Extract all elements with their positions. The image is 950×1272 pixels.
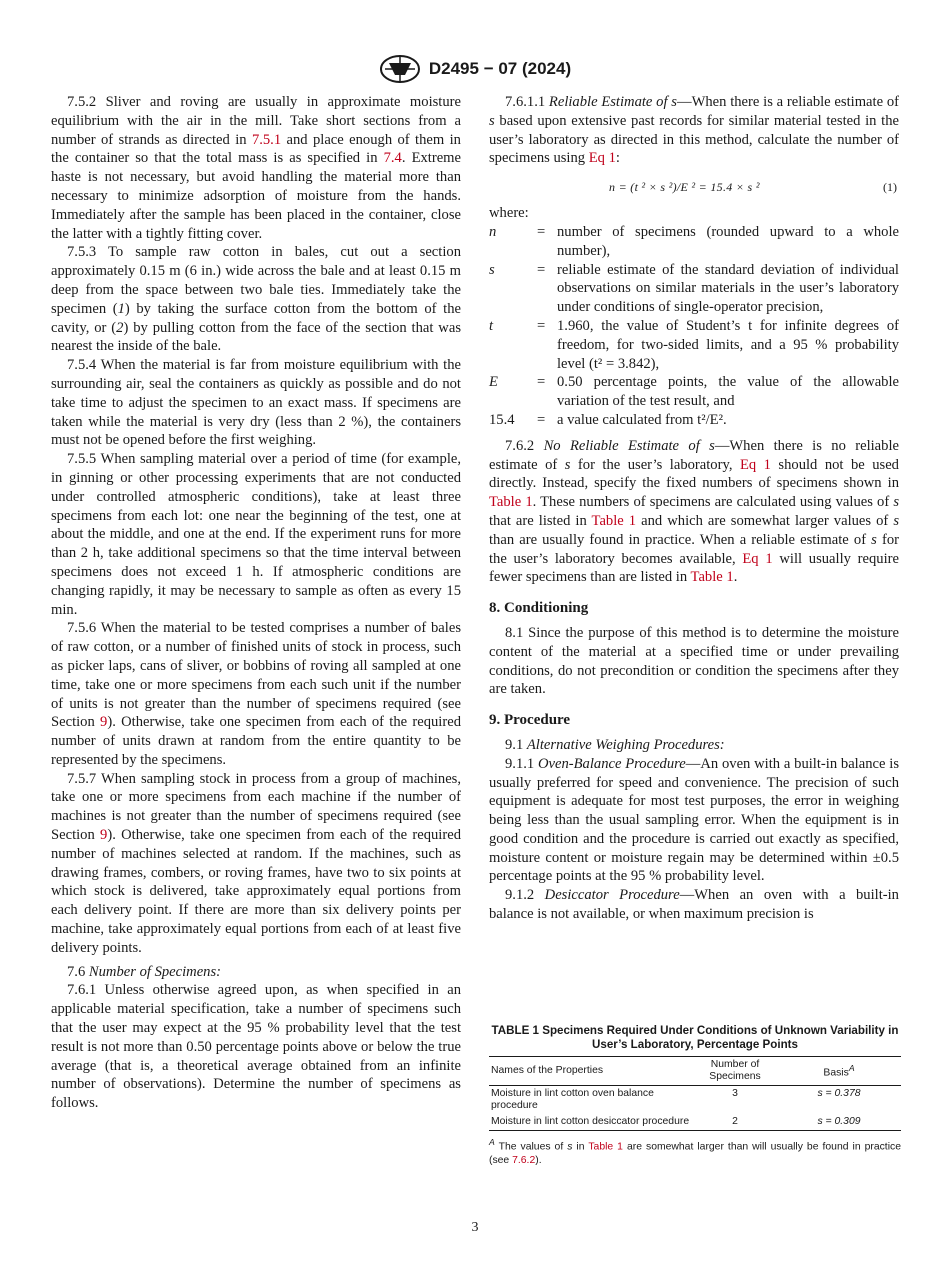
ref-table-1[interactable]: Table 1 xyxy=(588,1141,623,1153)
table-1 xyxy=(489,1024,901,1168)
ref-section-9[interactable]: 9 xyxy=(100,714,108,731)
table-row: Moisture in lint cotton oven balance procedure 3 s = 0.378 xyxy=(491,1088,861,1111)
document-id: D2495 − 07 (2024) xyxy=(428,59,572,78)
ref-eq-1[interactable]: Eq 1 xyxy=(739,456,771,473)
paragraph-7-5-6: 7.5.6 When the material to be tested comprises a number of bales of raw cotton, or a number of finished units of stock in process, such as picker laps, cans of sliver, or bobbins of roving all sampled at one time, take one or more specimens from each such unit if the number of units is not greater than the number of specimens required (see Section 9). Otherwise, take one specimen from each of the required number of units drawn at random from the entire quantity to be represented by the specimens. xyxy=(51,620,461,768)
ref-eq-1[interactable]: Eq 1 xyxy=(742,550,773,567)
table-title: TABLE 1 Specimens Required Under Conditions of Unknown Variability in User’s Laboratory, Percentage Points xyxy=(491,1024,899,1051)
paragraph-8-1: 8.1 Since the purpose of this method is to determine the moisture content of the material at a specified time or under prevailing conditions, do not precondition or condition the specimens after they are taken. xyxy=(489,624,899,698)
equation-1 xyxy=(489,172,899,200)
paragraph-7-6-1: 7.6.1 Unless otherwise agreed upon, as when specified in an applicable material specification, take a number of specimens such that the user may expect at the 95 % probability level that the test result is not more than 0.50 percentage points above or below the true average (that is, a theoretical average obtained from an infinite number of observations). Determine the number of specimens as follows. xyxy=(51,982,461,1112)
ref-7-5-1[interactable]: 7.5.1 xyxy=(251,131,282,148)
section-heading-conditioning: 8. Conditioning xyxy=(489,600,589,617)
column-header: Names of the Properties xyxy=(489,1057,693,1086)
definition-row: t = 1.960, the value of Student’s t for infinite degrees of freedom, for two-sided limits, and a 95 % probability level (t² = 3.842), xyxy=(489,317,899,372)
table-footnote: $^A$ The values of s in Table 1 are somewhat larger than will usually be found in practice (see 7.6.2). xyxy=(489,1137,901,1167)
left-column xyxy=(51,93,461,1113)
paragraph-7-5-4: 7.5.4 When the material is far from moisture equilibrium with the surrounding air, seal the containers as quickly as possible and do not take time to adjust the specimen to an exact mass. If specimens are taken while the material is very dry (less than 2 %), the containers must not be opened before the first weighing. xyxy=(51,357,461,449)
page-header xyxy=(0,54,950,84)
ref-table-1[interactable]: Table 1 xyxy=(591,512,637,529)
ref-table-1[interactable]: Table 1 xyxy=(489,494,533,511)
paragraph-9-1-1: 9.1.1 Oven-Balance Procedure—An oven with a built-in balance is usually preferred for speed and convenience. The precision of such equipment is adequate for most test purposes, the error in weighing being less than the usual sampling error. When the equipment is in good condition and the procedure is carried out exactly as specified, moisture content or moisture regain may be determined within ±0.5 percentage points at the 95 % probability level. xyxy=(489,755,899,885)
ref-7-4[interactable]: 7.4 xyxy=(383,150,402,167)
paragraph-7-6-1-1: 7.6.1.1 Reliable Estimate of s—When there is a reliable estimate of s based upon extensive past records for similar material tested in the user’s laboratory as directed in this method, calculate the number of specimens using Eq 1: xyxy=(489,94,899,167)
paragraph-7-5-5: 7.5.5 When sampling material over a period of time (for example, in ginning or other processing experiments that are not conducted under controlled atmospheric conditions), take at least three specimens from each lot: one near the beginning of the test, one at about the middle, and one at the end. If the experiment runs for more than 2 h, take additional specimens so that the time interval between specimens does not exceed 1 h. If atmospheric conditions are changing rapidly, it may be necessary to sample as often as every 15 min. xyxy=(51,451,461,618)
paragraph-7-6-2: 7.6.2 No Reliable Estimate of s—When there is no reliable estimate of s for the user’s laboratory, Eq 1 should not be used directly. Instead, specify the fixed numbers of specimens shown in Table 1. These numbers of specimens are calculated using values of s that are listed in Table 1 and which are somewhat larger values of s than are usually found in practice. When a reliable estimate of s for the user’s laboratory becomes available, Eq 1 will usually require fewer specimens than are listed in Table 1. xyxy=(489,437,899,586)
definition-row: s = reliable estimate of the standard deviation of individual observations on similar materials in the user’s laboratory under conditions of single-operator precision, xyxy=(489,261,899,316)
definition-row: E = 0.50 percentage points, the value of the allowable variation of the test result, and xyxy=(489,374,899,410)
paragraph-9-1-2: 9.1.2 Desiccator Procedure—When an oven with a built-in balance is not available, or when maximum precision is xyxy=(489,887,899,923)
ref-eq-1[interactable]: Eq 1 xyxy=(588,150,616,167)
page-number: 3 xyxy=(471,1220,479,1235)
where-label: where: xyxy=(489,205,529,222)
paragraph-7-5-2: 7.5.2 Sliver and roving are usually in approximate moisture equilibrium with the air in the mill. Take short sections from a number of strands as directed in 7.5.1 and place enough of them in the container so that the total mass is as specified in 7.4. Extreme haste is not necessary, but avoid handling the material more than necessary to minimize adsorption of moisture from the hands. Immediately after the sample has been placed in the container, close the latter with a tightly fitting cover. xyxy=(51,94,462,242)
ref-table-1[interactable]: Table 1 xyxy=(690,569,734,586)
variable-definitions xyxy=(489,223,899,430)
table-header-row xyxy=(489,1057,901,1086)
specimens-table xyxy=(489,1056,901,1131)
right-column xyxy=(489,93,899,924)
table-row: Moisture in lint cotton desiccator procedure 2 s = 0.309 xyxy=(491,1116,861,1127)
ref-section-9[interactable]: 9 xyxy=(100,827,108,844)
paragraph-7-5-7: 7.5.7 When sampling stock in process from a group of machines, take one or more specimens from each machine if the number of machines is not greater than the number of specimens required (see Section 9). Otherwise, take one specimen from each of the required number of machines selected at random. If the machines, such as drawing frames, combers, or roving frames, have two to six points at which stock is delivered, take approximately equal portions from each delivery point. If there are more than six delivery points per machine, take approximately equal portions from each of at least five delivery points. xyxy=(51,770,461,956)
equation-number: (1) xyxy=(883,180,897,195)
equation-body: n = (t ² × s ²)/E ² = 15.4 × s ² xyxy=(609,180,760,195)
column-header: Basis$^A$ xyxy=(777,1057,901,1086)
section-heading-procedure: 9. Procedure xyxy=(489,712,571,729)
astm-logo-icon xyxy=(379,54,421,84)
definition-row: n = number of specimens (rounded upward to a whole number), xyxy=(489,223,899,259)
ref-7-6-2[interactable]: 7.6.2 xyxy=(512,1155,536,1167)
definition-row: 15.4 = a value calculated from t²/E². xyxy=(489,411,727,428)
paragraph-7-5-3: 7.5.3 To sample raw cotton in bales, cut out a section approximately 0.15 m (6 in.) wide across the bale and at least 0.15 m deep from the space between two bale ties. Immediately take the specimen (1) by taking the surface cotton from the bottom of the cavity, or (2) by pulling cotton from the face of the section that was nearest the inside of the bale. xyxy=(51,244,461,355)
paragraph-9-1: 9.1 Alternative Weighing Procedures: xyxy=(505,736,725,753)
column-header: Number of Specimens xyxy=(693,1057,777,1086)
paragraph-7-6: 7.6 Number of Specimens: xyxy=(67,963,222,980)
